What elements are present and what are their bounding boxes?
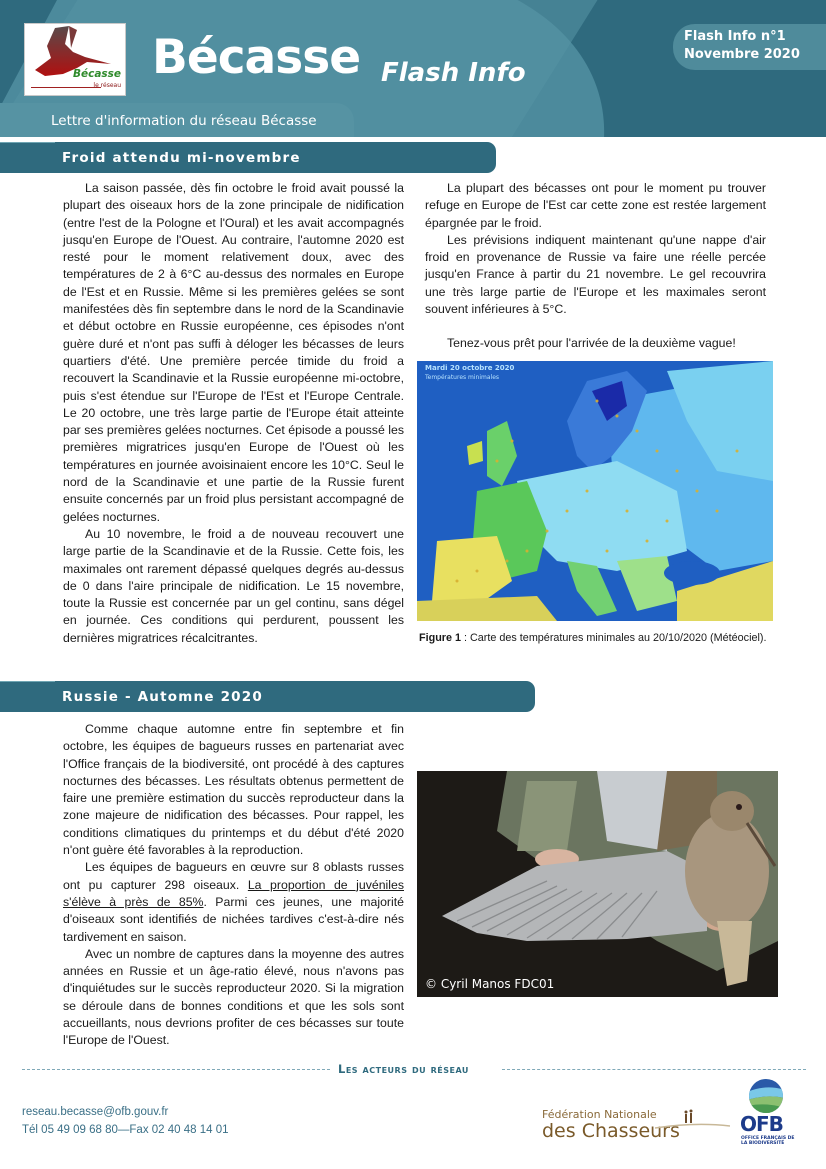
ofb-wordmark: OFB <box>740 1112 783 1136</box>
paragraph-text: . Parmi ces jeunes, une majorité d'oiseaux sont identifiés de nichées tardives c'est-à-dire nés tardivement en saison. <box>63 894 405 944</box>
ofb-globe-icon <box>747 1078 785 1114</box>
contact-email[interactable]: reseau.becasse@ofb.gouv.fr <box>22 1106 169 1118</box>
fnc-logo-line1: Fédération Nationale <box>542 1108 657 1121</box>
map-title: Mardi 20 octobre 2020 <box>425 364 515 372</box>
figure-caption <box>419 631 773 646</box>
section-title-froid: Froid attendu mi-novembre <box>62 150 301 166</box>
ofb-subtitle: OFFICE FRANÇAIS DE LA BIODIVERSITÉ <box>741 1136 795 1146</box>
header-divider <box>0 137 826 140</box>
woodcock-photo <box>417 771 778 997</box>
figure-caption-text: : Carte des températures minimales au 20/10/2020 (Météociel). <box>461 632 767 644</box>
paragraph <box>63 859 404 945</box>
woodcock-wing-photo-icon <box>417 771 778 997</box>
newsletter-header <box>0 0 826 138</box>
becasse-logo <box>24 23 126 96</box>
heading-highlight <box>0 142 55 143</box>
paragraph: La saison passée, dès fin octobre le froid avait poussé la plupart des oiseaux hors de la zone principale de nidification (entre l'est de la Pologne et l'Oural) et les avait accompagnés jusqu'en Europe de l'Ouest. Au contraire, l'automne 2020 est resté pour le moment relativement doux, avec des températures de 2 à 6°C au-dessus des normales en Europe de l'Est et en Russie. Même si les premières gelées se sont manifestées dès fin septembre dans le nord de la Scandinavie et début octobre en Russie européenne, ces épisodes n'ont guère duré et n'ont pas suffi à déloger les bécasses de leurs quartiers d'été. Une première percée timide du froid a recouvert la Scandinavie et la Russie européenne mi-octobre, puis s'est étendue sur l'Europe de l'Est et l'Europe Centrale. Le 20 octobre, une très large partie de l'Europe était atteinte par ses premières gelées nocturnes. Cet épisode a poussé les premières migratrices jusqu'en Europe de l'Ouest où les températures en journée avoisinaient encore les 10°C. Seul le nord de la Scandinavie et une partie de la Russie furent ensuite concernés par un froid plus persistant accompagné de gelées nocturnes. <box>63 181 404 524</box>
section2-left-column <box>63 721 404 1050</box>
paragraph-text: Les équipes de bagueurs en œuvre sur 8 oblasts russes ont pu capturer 298 oiseaux. <box>63 860 404 892</box>
photo-credit: © Cyril Manos FDC01 <box>425 977 555 991</box>
tagline: Lettre d'information du réseau Bécasse <box>51 113 317 129</box>
section1-left-column <box>63 180 404 647</box>
paragraph: Avec un nombre de captures dans la moyenne des autres années en Russie et un âge-ratio élevé, nous n'avons pas d'inquiétudes sur le succès reproducteur 2020. Si la migration se déroule dans de bonnes conditions et que les sols sont accueillants, nous devrions profiter de ces bécasses sur toute l'Europe de l'Ouest. <box>63 946 404 1048</box>
temperature-map-figure <box>417 361 773 621</box>
issue-number: Flash Info n°1 <box>684 29 786 44</box>
paragraph: Comme chaque automne entre fin septembre et fin octobre, les équipes de bagueurs russes en partenariat avec l'Office français de la biodiversité, ont procédé à des captures nocturnes des bécasses. Les résultats obtenus permettent de faire une première estimation du succès reproducteur dans la zone majeure de nidification des bécasses. Pour rappel, les conditions climatiques du printemps et du début d'été 2020 n'ont guère été favorables à la reproduction. <box>63 722 404 858</box>
juvenile-proportion-highlight: La proportion de juvéniles s'élève à près de 85% <box>63 877 404 909</box>
section-title-russie: Russie - Automne 2020 <box>62 689 263 705</box>
logo-text: Bécasse <box>73 68 122 80</box>
hunters-silhouette-icon <box>655 1108 730 1134</box>
paragraph: Au 10 novembre, le froid a de nouveau recouvert une large partie de la Scandinavie et de la Russie. Cette fois, les maximales ont rarement dépassé quelques degrés au-dessus de 0 dans l'aire principale de nidification. Le 15 novembre, toute la Russie est concernée par un gel continu, sans dégel en journée. Ces conditions qui perdurent, poussent les dernières migratrices récalcitrantes. <box>63 526 404 645</box>
map-subtitle: Températures minimales <box>425 374 500 381</box>
paragraph-callout: Tenez-vous prêt pour l'arrivée de la deuxième vague! <box>447 336 736 351</box>
logo-subtext: le réseau <box>93 82 121 89</box>
newsletter-title: Bécasse <box>152 30 361 85</box>
heading-highlight <box>0 681 55 682</box>
paragraph: Les prévisions indiquent maintenant qu'une nappe d'air froid en provenance de Russie va faire une réelle percée jusqu'en France à partir du 21 novembre. Le gel recouvrira une très large partie de l'Europe et les maximales seront souvent inférieures à 5°C. <box>425 232 766 317</box>
paragraph: La plupart des bécasses ont pour le moment pu trouver refuge en Europe de l'Est car cette zone est restée largement épargnée par le froid. <box>425 181 766 230</box>
section1-right-column <box>425 180 766 353</box>
contact-phone-fax: Tél 05 49 09 68 80—Fax 02 40 48 14 01 <box>22 1124 229 1136</box>
europe-map-icon <box>417 361 773 621</box>
issue-date: Novembre 2020 <box>684 47 800 62</box>
figure-label: Figure 1 <box>419 632 461 644</box>
logo-underline <box>31 87 101 88</box>
footer-dashed-divider <box>22 1069 330 1070</box>
footer-dashed-divider <box>502 1069 806 1070</box>
fnc-logo-line2: des Chasseurs <box>542 1120 680 1142</box>
newsletter-subtitle: Flash Info <box>381 58 526 88</box>
actors-heading: Les acteurs du réseau <box>338 1062 469 1076</box>
